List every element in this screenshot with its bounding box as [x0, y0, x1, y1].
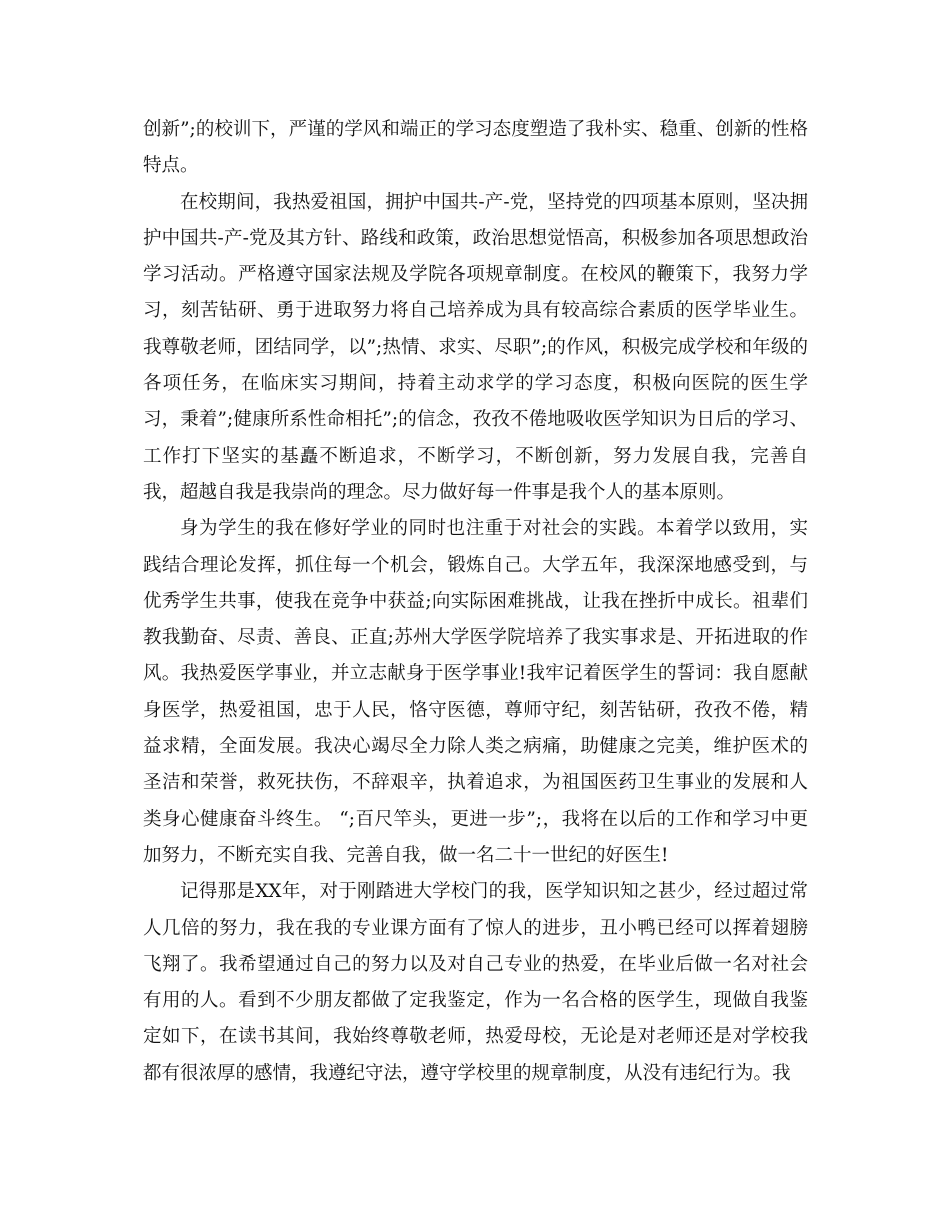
- paragraph-recollection: 记得那是XX年，对于刚踏进大学校门的我，医学知识知之甚少，经过超过常人几倍的努力，我在我的专业课方面有了惊人的进步，丑小鸭已经可以挥着翅膀飞翔了。我希望通过自己的努力以及对自己专业的热爱，在毕业后做一名对社会有用的人。看到不少朋友都做了定我鉴定，作为一名合格的医学生，现做自我鉴定如下，在读书其间，我始终尊敬老师，热爱母校，无论是对老师还是对学校我都有很浓厚的感情，我遵纪守法，遵守学校里的规章制度，从没有违纪行为。我: [143, 881, 808, 1084]
- document-body: [143, 112, 808, 1092]
- paragraph-continuation: 创新”;的校训下，严谨的学风和端正的学习态度塑造了我朴实、稳重、创新的性格特点。: [143, 119, 808, 177]
- paragraph-social-practice: 身为学生的我在修好学业的同时也注重于对社会的实践。本着学以致用，实践结合理论发挥，抓住每一个机会，锻炼自己。大学五年，我深深地感受到，与优秀学生共事，使我在竞争中获益;向实际困难挑战，让我在挫折中成长。祖辈们教我勤奋、尽责、善良、正直;苏州大学医学院培养了我实事求是、开拓进取的作风。我热爱医学事业，并立志献身于医学事业!我牢记着医学生的誓词：我自愿献身医学，热爱祖国，忠于人民，恪守医德，尊师守纪，刻苦钻研，孜孜不倦，精益求精，全面发展。我决心竭尽全力除人类之病痛，助健康之完美，维护医术的圣洁和荣誉，救死扶伤，不辞艰辛，执着追求，为祖国医药卫生事业的发展和人类身心健康奋斗终生。 “;百尺竿头，更进一步”;，我将在以后的工作和学习中更加努力，不断充实自我、完善自我，做一名二十一世纪的好医生!: [143, 518, 808, 866]
- paragraph-school-period: 在校期间，我热爱祖国，拥护中国共-产-党，坚持党的四项基本原则，坚决拥护中国共-产-党及其方针、路线和政策，政治思想觉悟高，积极参加各项思想政治学习活动。严格遵守国家法规及学院各项规章制度。在校风的鞭策下，我努力学习，刻苦钻研、勇于进取努力将自己培养成为具有较高综合素质的医学毕业生。我尊敬老师，团结同学，以”;热情、求实、尽职”;的作风，积极完成学校和年级的各项任务，在临床实习期间，持着主动求学的学习态度，积极向医院的医生学习，秉着”;健康所系性命相托”;的信念，孜孜不倦地吸收医学知识为日后的学习、工作打下坚实的基矗不断追求，不断学习，不断创新，努力发展自我，完善自我，超越自我是我崇尚的理念。尽力做好每一件事是我个人的基本原则。: [143, 191, 808, 503]
